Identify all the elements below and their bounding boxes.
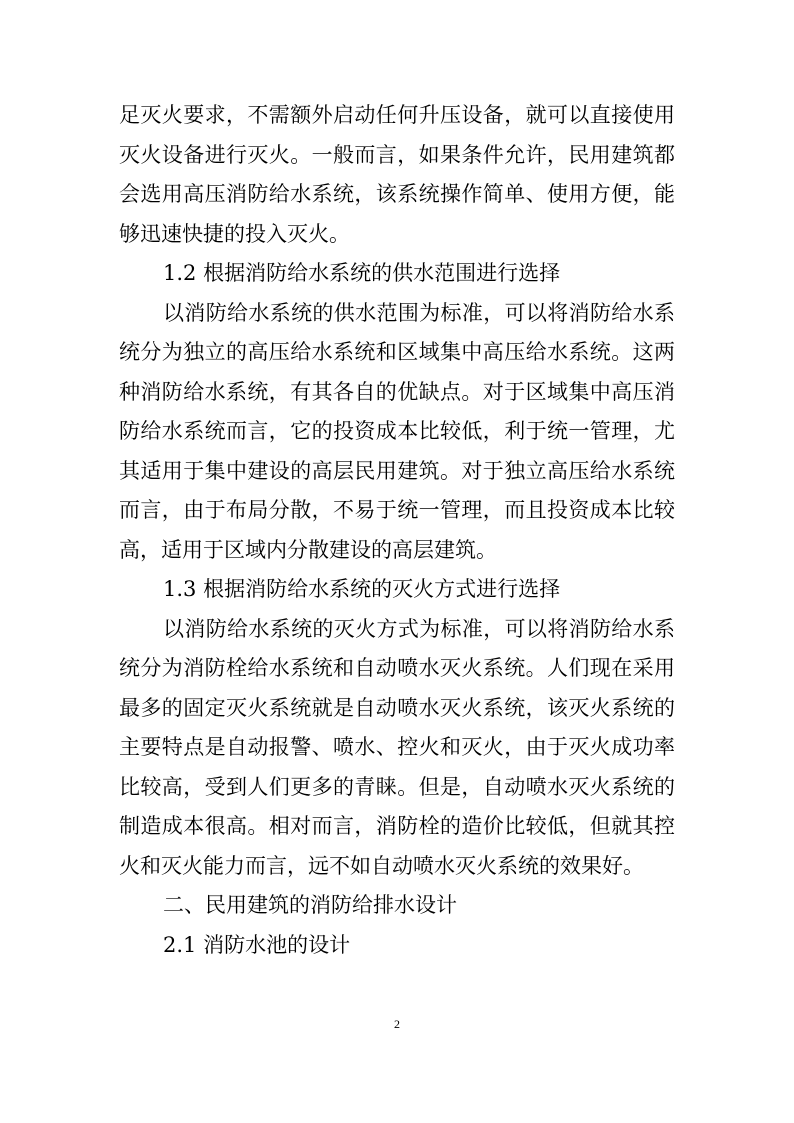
text-line: 够迅速快捷的投入灭火。 (119, 221, 350, 246)
section-heading: 1.3 根据消防给水系统的灭火方式进行选择 (163, 577, 561, 601)
text-line: 而言，由于布局分散，不易于统一管理，而且投资成本比较 (119, 498, 675, 522)
text-line: 主要特点是自动报警、喷水、控火和灭火，由于灭火成功率 (119, 735, 675, 759)
text-line: 最多的固定灭火系统就是自动喷水灭火系统，该灭火系统的 (119, 695, 675, 720)
text-line: 灭火设备进行灭火。一般而言，如果条件允许，民用建筑都 (119, 142, 675, 167)
text-line: 会选用高压消防给水系统，该系统操作简单、使用方便，能 (119, 182, 675, 206)
section-heading: 2.1 消防水池的设计 (163, 932, 351, 957)
body-text (119, 96, 675, 965)
chapter-heading: 二、民用建筑的消防给排水设计 (163, 893, 457, 917)
page-number: 2 (394, 1017, 400, 1031)
text-line: 以消防给水系统的灭火方式为标准，可以将消防给水系 (163, 616, 675, 641)
text-line: 种消防给水系统，有其各自的优缺点。对于区域集中高压消 (119, 379, 675, 404)
text-line: 统分为独立的高压给水系统和区域集中高压给水系统。这两 (119, 340, 675, 364)
text-line: 火和灭火能力而言，远不如自动喷水灭火系统的效果好。 (119, 853, 644, 878)
text-line: 统分为消防栓给水系统和自动喷水灭火系统。人们现在采用 (119, 656, 675, 680)
text-line: 其适用于集中建设的高层民用建筑。对于独立高压给水系统 (119, 458, 675, 483)
section-heading: 1.2 根据消防给水系统的供水范围进行选择 (163, 261, 561, 285)
text-line: 制造成本很高。相对而言，消防栓的造价比较低，但就其控 (119, 814, 675, 838)
text-line: 防给水系统而言，它的投资成本比较低，利于统一管理，尤 (119, 419, 675, 443)
text-line: 以消防给水系统的供水范围为标准，可以将消防给水系 (163, 300, 675, 325)
text-line: 高，适用于区域内分散建设的高层建筑。 (119, 537, 497, 562)
text-line: 比较高，受到人们更多的青睐。但是，自动喷水灭火系统的 (119, 774, 675, 799)
text-line: 足灭火要求，不需额外启动任何升压设备，就可以直接使用 (119, 103, 675, 127)
